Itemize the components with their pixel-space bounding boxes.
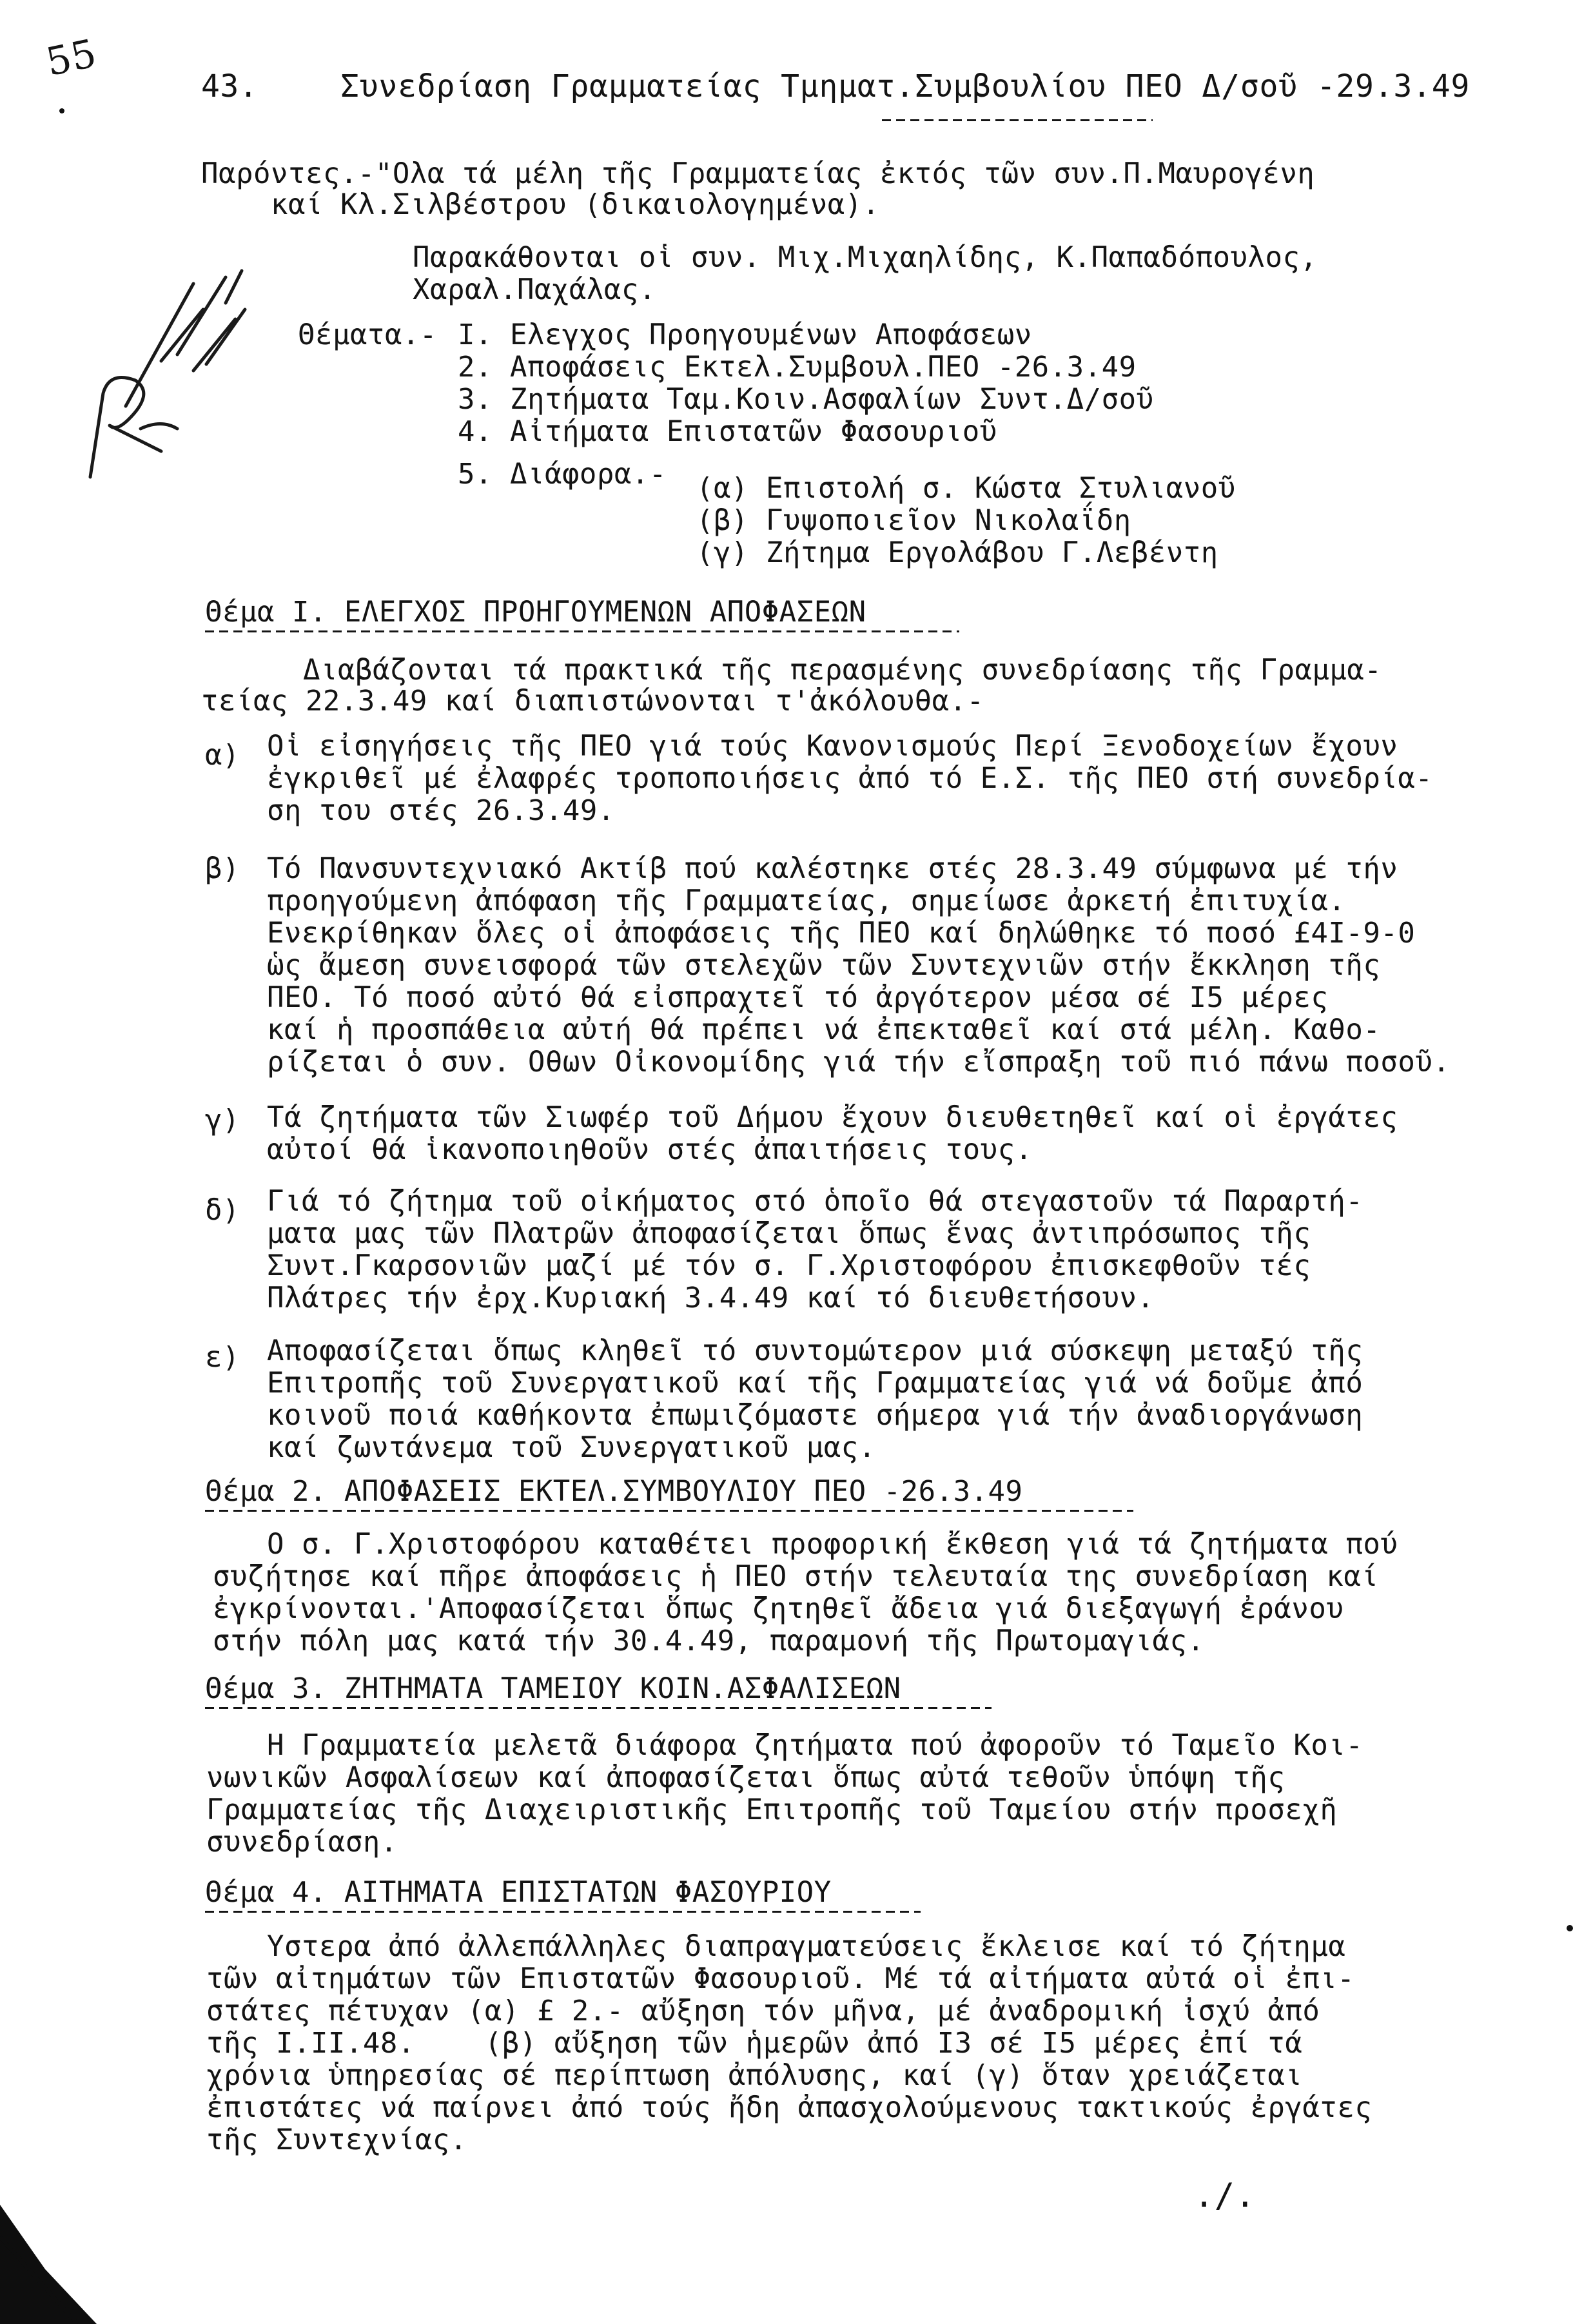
scan-speck (1567, 1925, 1573, 1931)
paragraph-line: προηγούμενη ἀπόφαση τῆς Γραμματείας, σημείωσε ἀρκετή ἐπιτυχία. (267, 884, 1346, 917)
item-number: 43. (201, 68, 259, 104)
paragraph-line: Πλάτρες τήν ἐρχ.Κυριακή 3.4.49 καί τό διευθετήσουν. (267, 1282, 1155, 1314)
section-heading-underline (205, 1911, 921, 1913)
paragraph-line: Ο σ. Γ.Χριστοφόρου καταθέτει προφορική ἔκθεση γιά τά ζητήματα πού (267, 1528, 1398, 1561)
agenda-item: 5. Διάφορα.- (458, 458, 667, 491)
section-heading-underline (205, 1510, 1133, 1512)
paragraph-line: στήν πόλη μας κατά τήν 30.4.49, παραμονή τῆς Πρωτομαγιάς. (213, 1625, 1205, 1657)
absent-line-1: Παρακάθονται οἱ συν. Μιχ.Μιχαηλίδης, Κ.Παπαδόπουλος, (413, 241, 1318, 274)
paragraph-line: στάτες πέτυχαν (α) £ 2.- αὔξηση τόν μῆνα, μέ ἀναδρομική ἰσχύ ἀπό (206, 1995, 1320, 2027)
paragraph-line: ση του στές 26.3.49. (267, 794, 615, 827)
section-heading: Θέμα 2. ΑΠΟΦΑΣΕΙΣ ΕΚΤΕΛ.ΣΥΜΒΟΥΛΙΟΥ ΠΕΟ -26.3.49 (205, 1475, 1023, 1508)
paragraph-line: ρίζεται ὁ συν. Οθων Οἰκονομίδης γιά τήν εἴσπραξη τοῦ πιό πάνω ποσοῦ. (267, 1046, 1451, 1079)
paragraph-line: Οἱ εἰσηγήσεις τῆς ΠΕΟ γιά τούς Κανονισμούς Περί Ξενοδοχείων ἔχουν (267, 730, 1398, 763)
point-label: ε) (205, 1341, 240, 1374)
title-underline (882, 119, 1153, 121)
agenda-item: I. Ελεγχος Προηγουμένων Αποφάσεων (458, 318, 1032, 351)
paragraph-line: Υστερα ἀπό ἀλλεπάλληλες διαπραγματεύσεις ἔκλεισε καί τό ζήτημα (267, 1930, 1346, 1963)
paragraph-line: ὡς ἄμεση συνεισφορά τῶν στελεχῶν τῶν Συντεχνιῶν στήν ἔκκληση τῆς (267, 949, 1381, 982)
section-heading: Θέμα I. ΕΛΕΓΧΟΣ ΠΡΟΗΓΟΥΜΕΝΩΝ ΑΠΟΦΑΣΕΩΝ (205, 596, 866, 629)
agenda-sub-item: (α) Επιστολή σ. Κώστα Στυλιανοῦ (696, 472, 1236, 505)
page-title: Συνεδρίαση Γραμματείας Τμηματ.Συμβουλίου ΠΕΟ Δ/σοῦ -29.3.49 (340, 68, 1471, 104)
paragraph-line: Αποφασίζεται ὅπως κληθεῖ τό συντομώτερον μιά σύσκεψη μεταξύ τῆς (267, 1334, 1363, 1367)
paragraph-line: Η Γραμματεία μελετᾶ διάφορα ζητήματα πού ἀφοροῦν τό Ταμεῖο Κοι- (267, 1729, 1363, 1762)
agenda-label: Θέματα.- (298, 318, 437, 351)
handwritten-annotation (64, 232, 277, 503)
paragraph-line: Γιά τό ζήτημα τοῦ οἰκήματος στό ὁποῖο θά στεγαστοῦν τά Παραρτή- (267, 1185, 1363, 1218)
scan-speck (59, 108, 64, 113)
paragraph-line: Γραμματείας τῆς Διαχειριστικῆς Επιτροπῆς τοῦ Ταμείου στήν προσεχῆ (206, 1793, 1338, 1826)
paragraph-line: ΠΕΟ. Τό ποσό αὐτό θά εἰσπραχτεῖ τό ἀργότερον μέσα σέ I5 μέρες (267, 981, 1329, 1014)
section-heading-underline (205, 630, 959, 632)
paragraph-line: αὐτοί θά ἱκανοποιηθοῦν στές ἀπαιτήσεις τους. (267, 1133, 1033, 1166)
paragraph-line: τείας 22.3.49 καί διαπιστώνονται τ'ἀκόλουθα.- (201, 685, 984, 718)
point-label: γ) (205, 1104, 240, 1137)
agenda-item: 4. Αἰτήματα Επιστατῶν Φασουριοῦ (458, 415, 997, 448)
paragraph-line: Συντ.Γκαρσονιῶν μαζί μέ τόν σ. Γ.Χριστοφόρου ἐπισκεφθοῦν τές (267, 1249, 1311, 1282)
corner-mark: 55 (42, 30, 101, 86)
paragraph-line: Ενεκρίθηκαν ὅλες οἱ ἀποφάσεις τῆς ΠΕΟ καί δηλώθηκε τό ποσό £4I-9-0 (267, 917, 1416, 950)
paragraph-line: κοινοῦ ποιά καθήκοντα ἐπωμιζόμαστε σήμερα γιά τήν ἀναδιοργάνωση (267, 1399, 1363, 1432)
paragraph-line: συνεδρίαση. (206, 1826, 398, 1859)
absent-line-2: Χαραλ.Παχάλας. (413, 273, 656, 306)
paragraph-line: ἐγκρίνονται.'Αποφασίζεται ὅπως ζητηθεῖ ἄδεια γιά διεξαγωγή ἐράνου (213, 1592, 1344, 1625)
agenda-item: 3. Ζητήματα Ταμ.Κοιν.Ασφαλίων Συντ.Δ/σοῦ (458, 383, 1154, 416)
point-label: δ) (205, 1194, 240, 1227)
point-label: β) (205, 852, 240, 885)
section-heading-underline (205, 1707, 992, 1709)
present-line-1: Παρόντες.-"Ολα τά μέλη τῆς Γραμματείας ἐκτός τῶν συν.Π.Μαυρογένη (201, 157, 1315, 190)
paragraph-line: ἐπιστάτες νά παίρνει ἀπό τούς ἤδη ἀπασχολούμενους τακτικούς ἐργάτες (206, 2091, 1373, 2124)
paragraph-line: Επιτροπῆς τοῦ Συνεργατικοῦ καί τῆς Γραμματείας γιά νά δοῦμε ἀπό (267, 1367, 1363, 1400)
agenda-item: 2. Αποφάσεις Εκτελ.Συμβουλ.ΠΕΟ -26.3.49 (458, 351, 1137, 384)
paragraph-line: Διαβάζονται τά πρακτικά τῆς περασμένης συνεδρίασης τῆς Γραμμα- (303, 654, 1382, 687)
scan-corner-artifact (0, 2179, 129, 2324)
continuation-mark: ./. (1194, 2176, 1256, 2215)
agenda-sub-item: (γ) Ζήτημα Εργολάβου Γ.Λεβέντη (696, 536, 1218, 569)
point-label: α) (205, 739, 240, 772)
section-heading: Θέμα 4. ΑΙΤΗΜΑΤΑ ΕΠΙΣΤΑΤΩΝ ΦΑΣΟΥΡΙΟΥ (205, 1876, 832, 1909)
paragraph-line: καί ζωντάνεμα τοῦ Συνεργατικοῦ μας. (267, 1431, 876, 1464)
paragraph-line: τῆς I.II.48. (β) αὔξηση τῶν ἡμερῶν ἀπό I3 σέ I5 μέρες ἐπί τά (206, 2027, 1303, 2060)
agenda-sub-item: (β) Γυψοποιεῖον Νικολαΐδη (696, 504, 1131, 537)
present-line-2: καί Κλ.Σιλβέστρου (δικαιολογημένα). (271, 188, 880, 221)
paragraph-line: Τό Πανσυντεχνιακό Ακτίβ πού καλέστηκε στές 28.3.49 σύμφωνα μέ τήν (267, 852, 1398, 885)
section-heading: Θέμα 3. ΖΗΤΗΜΑΤΑ ΤΑΜΕΙΟΥ ΚΟΙΝ.ΑΣΦΑΛΙΣΕΩΝ (205, 1672, 901, 1705)
paragraph-line: νωνικῶν Ασφαλίσεων καί ἀποφασίζεται ὅπως αὐτά τεθοῦν ὑπόψη τῆς (206, 1761, 1285, 1794)
paragraph-line: Τά ζητήματα τῶν Σιωφέρ τοῦ Δήμου ἔχουν διευθετηθεῖ καί οἱ ἐργάτες (267, 1101, 1398, 1134)
paragraph-line: χρόνια ὑπηρεσίας σέ περίπτωση ἀπόλυσης, καί (γ) ὅταν χρειάζεται (206, 2059, 1303, 2092)
paragraph-line: τῶν αἰτημάτων τῶν Επιστατῶν Φασουριοῦ. Μέ τά αἰτήματα αὐτά οἱ ἐπι- (206, 1962, 1355, 1995)
paragraph-line: καί ἡ προσπάθεια αὐτή θά πρέπει νά ἐπεκταθεῖ καί στά μέλη. Καθο- (267, 1013, 1381, 1046)
paragraph-line: συζήτησε καί πῆρε ἀποφάσεις ἡ ΠΕΟ στήν τελευταία της συνεδρίαση καί (213, 1560, 1379, 1593)
paragraph-line: τῆς Συντεχνίας. (206, 2124, 467, 2156)
paragraph-line: ἐγκριθεῖ μέ ἐλαφρές τροποποιήσεις ἀπό τό Ε.Σ. τῆς ΠΕΟ στή συνεδρία- (267, 762, 1433, 795)
paragraph-line: ματα μας τῶν Πλατρῶν ἀποφασίζεται ὅπως ἕνας ἀντιπρόσωπος τῆς (267, 1217, 1311, 1250)
